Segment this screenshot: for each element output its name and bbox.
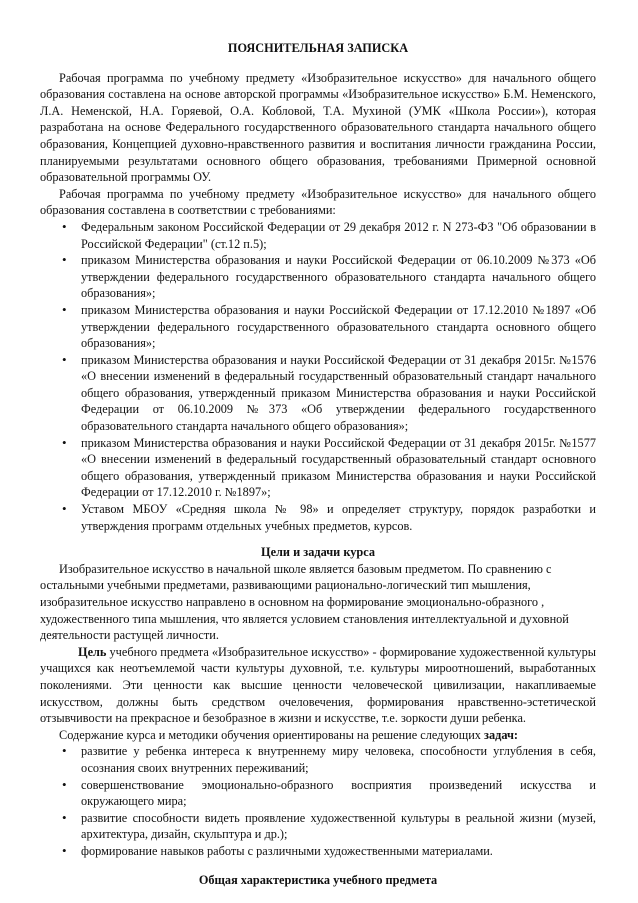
tasks-list	[40, 743, 596, 859]
goals-paragraph: Изобразительное искусство в начальной школе является базовым предметом. По сравнению с остальными учебными предметами, развивающими рационально-логический тип мышления, изобразительное искусство направлено в основном на формирование эмоционально-образного , художественного типа мышления, что является условием становления интеллектуальной и духовной деятельности растущей личности.	[40, 561, 569, 643]
list-item: • приказом Министерства образования и науки Российской Федерации от 06.10.2009 №373 «Об утверждении федерального государственного образовательного стандарта начального общего образования»;	[40, 252, 596, 302]
tasks-paragraph	[40, 727, 596, 744]
intro-paragraph: Рабочая программа по учебному предмету «Изобразительное искусство» для начального общего образования составлена на основе авторской программы «Изобразительное искусство» Б.М. Неменского, Л.А. Неменской, Н.А. Горяевой, О.А. Кобловой, Т.А. Мухиной (УМК «Школа России»), которая разработана на основе Федерального государственного образовательного стандарта начального общего образования, Концепцией духовно-нравственного развития и воспитания личности гражданина России, планируемыми результатами основного общего образования, требованиями Примерной основной образовательной программы ОУ.	[40, 70, 596, 185]
goal-lead: Цель	[78, 644, 107, 659]
tasks-lead: Содержание курса и методики обучения ориентированы на решение следующих	[59, 727, 485, 742]
section-heading-general: Общая характеристика учебного предмета	[198, 872, 438, 887]
list-item: • Федеральным законом Российской Федерации от 29 декабря 2012 г. N 273-ФЗ "Об образовании в Российской Федерации" (ст.12 п.5);	[40, 219, 596, 252]
list-item: • приказом Министерства образования и науки Российской Федерации от 31 декабря 2015г. №1576 «О внесении изменений в федеральный государственный образовательный стандарт начального общего образования, утвержденный приказом Министерства образования и науки Российской Федерации от 06.10.2009 №373 «Об утверждении федерального государственного образовательного стандарта начального общего образования»;	[40, 352, 596, 435]
section-heading-goals: Цели и задачи курса	[261, 545, 375, 560]
list-item: • формирование навыков работы с различными художественными материалами.	[40, 843, 596, 860]
list-item: • приказом Министерства образования и науки Российской Федерации от 31 декабря 2015г. №1577 «О внесении изменений в федеральный государственный образовательный стандарт основного общего образования, утвержденный приказом Министерства образования и науки Российской Федерации от 17.12.2010 г. №1897»;	[40, 435, 596, 501]
page-title: ПОЯСНИТЕЛЬНАЯ ЗАПИСКА	[227, 41, 409, 55]
list-item: • совершенствование эмоционально-образного восприятия произведений искусства и окружающего мира;	[40, 777, 596, 810]
list-item: • развитие у ребенка интереса к внутреннему миру человека, способности углубления в себя, осознания своих внутренних переживаний;	[40, 743, 596, 776]
goal-text: учебного предмета «Изобразительное искусство» - формирование художественной культуры учащихся как неотъемлемой части культуры духовной, т.е. культуры мироотношений, выработанных поколениями. Эти ценности как высшие ценности человеческой цивилизации, накапливаемые искусством, должны быть средством очеловечения, формирования нравственно-эстетической отзывчивости на прекрасное и безобразное в жизни и искусстве, т.е. зоркости души ребенка.	[40, 644, 596, 726]
goal-paragraph	[40, 644, 596, 727]
list-item: • приказом Министерства образования и науки Российской Федерации от 17.12.2010 №1897 «Об утверждении федерального государственного образовательного стандарта основного общего образования»;	[40, 302, 596, 352]
intro-paragraph-requirements: Рабочая программа по учебному предмету «Изобразительное искусство» для начального общего образования составлена в соответствии с требованиями:	[40, 186, 596, 218]
list-item: • Уставом МБОУ «Средняя школа № 98» и определяет структуру, порядок разработки и утверждения программ отдельных учебных предметов, курсов.	[40, 501, 596, 534]
tasks-word: задач:	[484, 727, 519, 742]
list-item: • развитие способности видеть проявление художественной культуры в реальной жизни (музей, архитектура, дизайн, скульптура и др.);	[40, 810, 596, 843]
requirements-list	[40, 219, 596, 534]
